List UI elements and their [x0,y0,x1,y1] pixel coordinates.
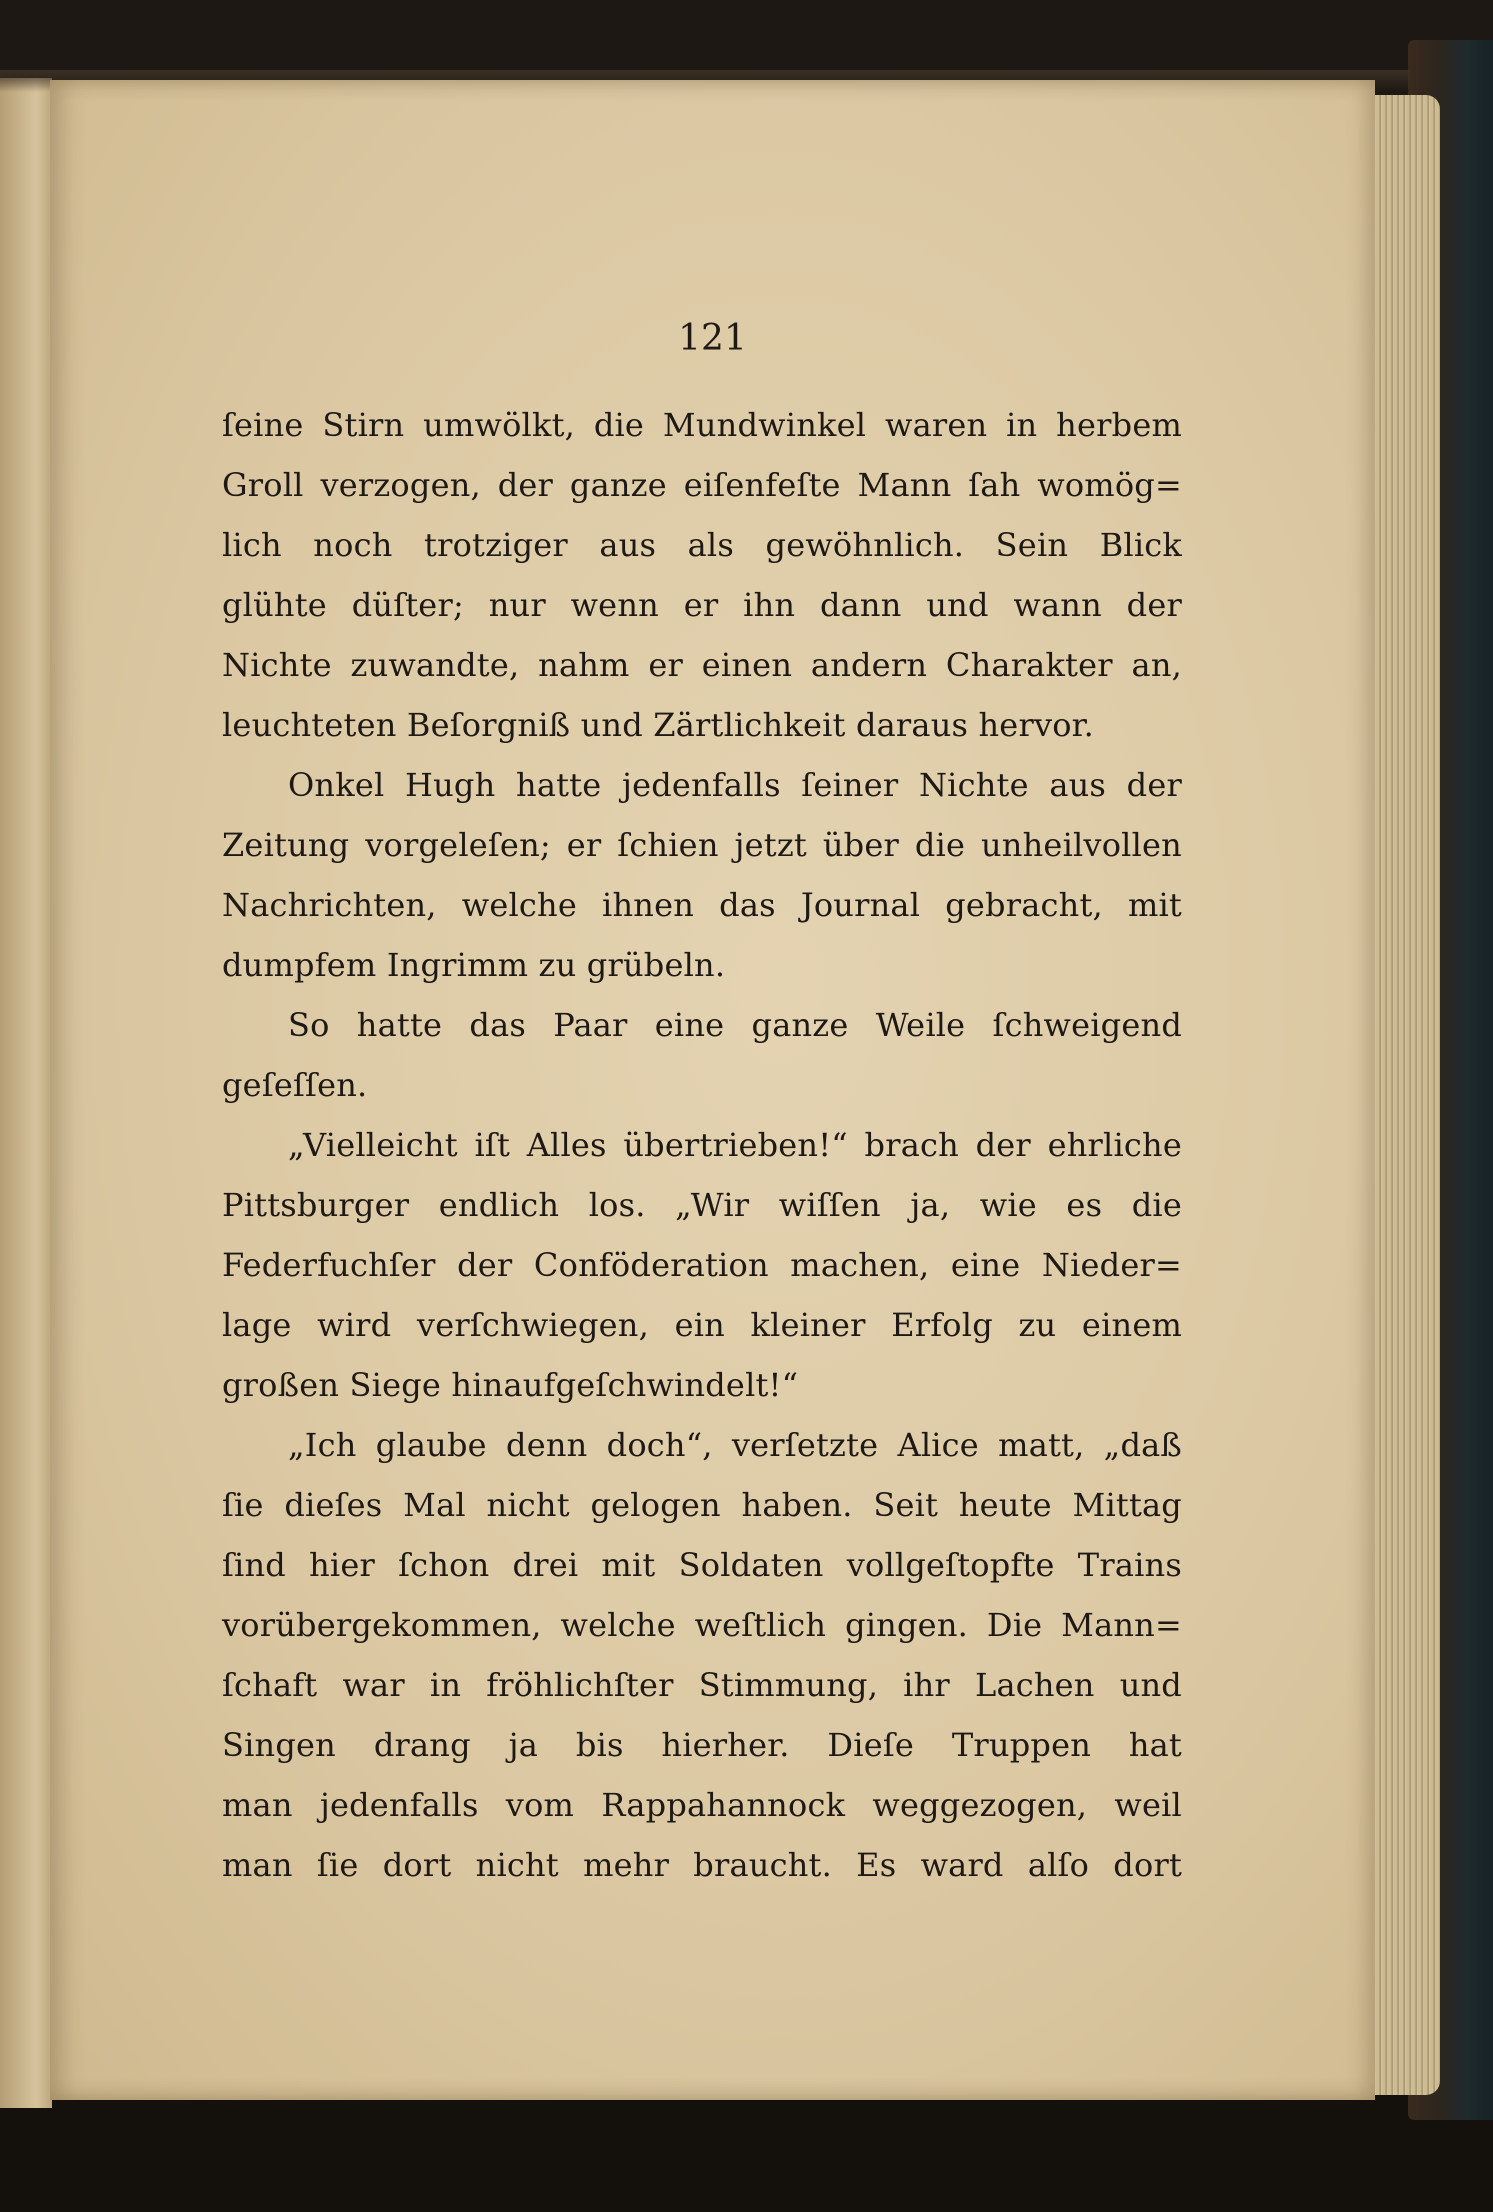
text-line: dumpfem Ingrimm zu grübeln. [222,946,726,984]
previous-page-edge [0,78,52,2108]
text-line: lage wird verſchwiegen, ein kleiner Erfolg zu einem [222,1306,1182,1344]
text-line: Federfuchſer der Conföderation machen, eine Nieder= [222,1246,1182,1284]
text-line: ſeine Stirn umwölkt, die Mundwinkel waren in herbem [222,406,1182,444]
text-line: So hatte das Paar eine ganze Weile ſchweigend [288,1006,1182,1044]
text-line: Pittsburger endlich los. „Wir wiſſen ja, wie es die [222,1186,1182,1224]
text-line: ſie dieſes Mal nicht gelogen haben. Seit heute Mittag [222,1486,1182,1524]
text-line: Onkel Hugh hatte jedenfalls ſeiner Nichte aus der [288,766,1182,804]
text-line: Nachrichten, welche ihnen das Journal gebracht, mit [222,886,1182,924]
text-line: Singen drang ja bis hierher. Dieſe Truppen hat [222,1726,1182,1764]
text-line: man ſie dort nicht mehr braucht. Es ward alſo dort [222,1846,1182,1884]
text-line: ſchaft war in fröhlichſter Stimmung, ihr Lachen und [222,1666,1182,1704]
text-line: „Vielleicht iſt Alles übertrieben!“ brach der ehrliche [288,1126,1182,1164]
text-line: Groll verzogen, der ganze eiſenfeſte Mann ſah womög= [222,466,1182,504]
text-line: ſind hier ſchon drei mit Soldaten vollgeſtopfte Trains [222,1546,1182,1584]
text-line: lich noch trotziger aus als gewöhnlich. Sein Blick [222,526,1182,564]
text-line: Nichte zuwandte, nahm er einen andern Charakter an, [222,646,1182,684]
text-line: leuchteten Beſorgniß und Zärtlichkeit daraus hervor. [222,706,1095,744]
text-line: großen Siege hinaufgeſchwindelt!“ [222,1366,799,1404]
text-line: man jedenfalls vom Rappahannock weggezogen, weil [222,1786,1182,1824]
text-line: Zeitung vorgeleſen; er ſchien jetzt über die unheilvollen [222,826,1182,864]
page-number: 121 [678,318,747,359]
text-line: geſeſſen. [222,1066,368,1104]
text-line: vorübergekommen, welche weſtlich gingen. Die Mann= [222,1606,1182,1644]
text-line: glühte düſter; nur wenn er ihn dann und wann der [222,586,1182,624]
text-line: „Ich glaube denn doch“, verſetzte Alice matt, „daß [288,1426,1182,1464]
